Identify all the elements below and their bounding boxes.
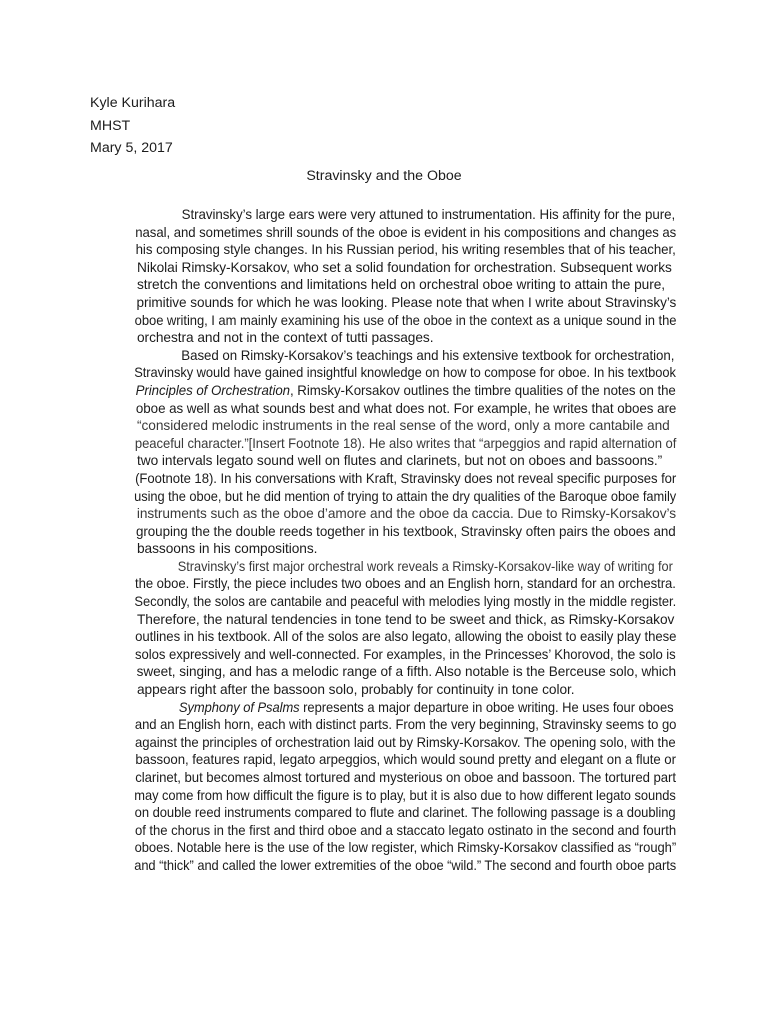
text-line: oboes. Notable here is the use of the low register, which Rimsky-Korsakov classified as “rough” [134, 840, 677, 856]
text-line: his composing style changes. In his Russian period, his writing resembles that of his teacher, [135, 242, 676, 258]
text-line: oboe writing, I am mainly examining his use of the oboe in the context as a unique sound in the [134, 312, 677, 328]
text-line: stretch the conventions and limitations held on orchestral oboe writing to attain the pure, [137, 277, 666, 293]
text-line: Based on Rimsky-Korsakov’s teachings and his extensive textbook for orchestration, [181, 347, 675, 363]
text-line: (Footnote 18). In his conversations with Kraft, Stravinsky does not reveal specific purposes for [135, 470, 677, 486]
text-line: using the oboe, but he did mention of trying to attain the dry qualities of the Baroque oboe family [134, 488, 677, 504]
text-line: primitive sounds for which he was looking. Please note that when I write about Stravinsky’s [136, 294, 677, 310]
course-name: MHST [90, 117, 131, 134]
text-line: outlines in his textbook. All of the solos are also legato, allowing the oboist to easily play these [135, 629, 677, 645]
text-line: Therefore, the natural tendencies in tone tend to be sweet and thick, as Rimsky-Korsakov [137, 611, 675, 627]
text-line: and “thick” and called the lower extremities of the oboe “wild.” The second and fourth oboe parts [134, 857, 677, 873]
text-line: of the chorus in the first and third oboe and a staccato legato ostinato in the second and fourth [135, 822, 677, 838]
text-line: instruments such as the oboe d’amore and the oboe da caccia. Due to Rimsky-Korsakov’s [136, 506, 677, 522]
text-line: Principles of Orchestration, Rimsky-Korsakov outlines the timbre qualities of the notes on the [135, 382, 676, 398]
text-line: oboe as well as what sounds best and what does not. For example, he writes that oboes are [135, 400, 677, 416]
author-header [90, 92, 175, 160]
text-line: the oboe. Firstly, the piece includes two oboes and an English horn, standard for an orchestra. [135, 576, 676, 592]
text-line: grouping the the double reeds together in his textbook, Stravinsky often pairs the oboes and [135, 523, 676, 539]
text-line: may come from how difficult the figure is to play, but it is also due to how different legato sounds [134, 787, 676, 803]
text-line: peaceful character.”[Insert Footnote 18). He also writes that “arpeggios and rapid alternation of [134, 435, 677, 451]
paper-date: Mary 5, 2017 [90, 140, 173, 156]
paragraph-1 [90, 206, 676, 347]
text-line: appears right after the bassoon solo, probably for continuity in tone color. [137, 682, 575, 698]
paragraph-2 [90, 347, 676, 558]
text-line: and an English horn, each with distinct parts. From the very beginning, Stravinsky seems to go [134, 717, 677, 733]
text-line: sweet, singing, and has a melodic range of a fifth. Also notable is the Berceuse solo, which [136, 664, 676, 680]
text-line: solos expressively and well-connected. For examples, in the Princesses’ Khorovod, the solo is [135, 646, 676, 662]
paper-title: Stravinsky and the Oboe [306, 168, 462, 184]
text-line: Nikolai Rimsky-Korsakov, who set a solid foundation for orchestration. Subsequent works [137, 259, 672, 275]
text-line: Stravinsky would have gained insightful knowledge on how to compose for oboe. In his textbook [134, 365, 676, 381]
paragraph-3 [90, 558, 676, 699]
text-line: Stravinsky’s large ears were very attuned to instrumentation. His affinity for the pure, [181, 207, 676, 222]
text-line: bassoons in his compositions. [137, 541, 318, 557]
text-line: “considered melodic instruments in the real sense of the word, only a more cantabile and [137, 418, 670, 434]
text-line: Secondly, the solos are cantabile and peaceful with melodies lying mostly in the middle register. [134, 594, 677, 610]
paper-body [90, 206, 676, 875]
paragraph-4 [90, 699, 676, 875]
text-line: two intervals legato sound well on flutes and clarinets, but not on oboes and bassoons.” [137, 453, 663, 469]
text-line: on double reed instruments compared to flute and clarinet. The following passage is a doubling [134, 805, 676, 821]
text-line: nasal, and sometimes shrill sounds of the oboe is evident in his compositions and changes as [135, 224, 677, 240]
text-line: Symphony of Psalms represents a major departure in oboe writing. He uses four oboes [178, 699, 674, 715]
text-line: Stravinsky’s first major orchestral work reveals a Rimsky-Korsakov-like way of writing for [177, 558, 673, 574]
text-line: orchestra and not in the context of tutti passages. [137, 330, 434, 346]
text-line: bassoon, features rapid, legato arpeggios, which would sound pretty and elegant on a flute or [135, 752, 676, 768]
author-name: Kyle Kurihara [90, 95, 176, 111]
text-line: clarinet, but becomes almost tortured and mysterious on oboe and bassoon. The tortured part [135, 770, 677, 785]
text-line: against the principles of orchestration laid out by Rimsky-Korsakov. The opening solo, with the [135, 734, 676, 750]
